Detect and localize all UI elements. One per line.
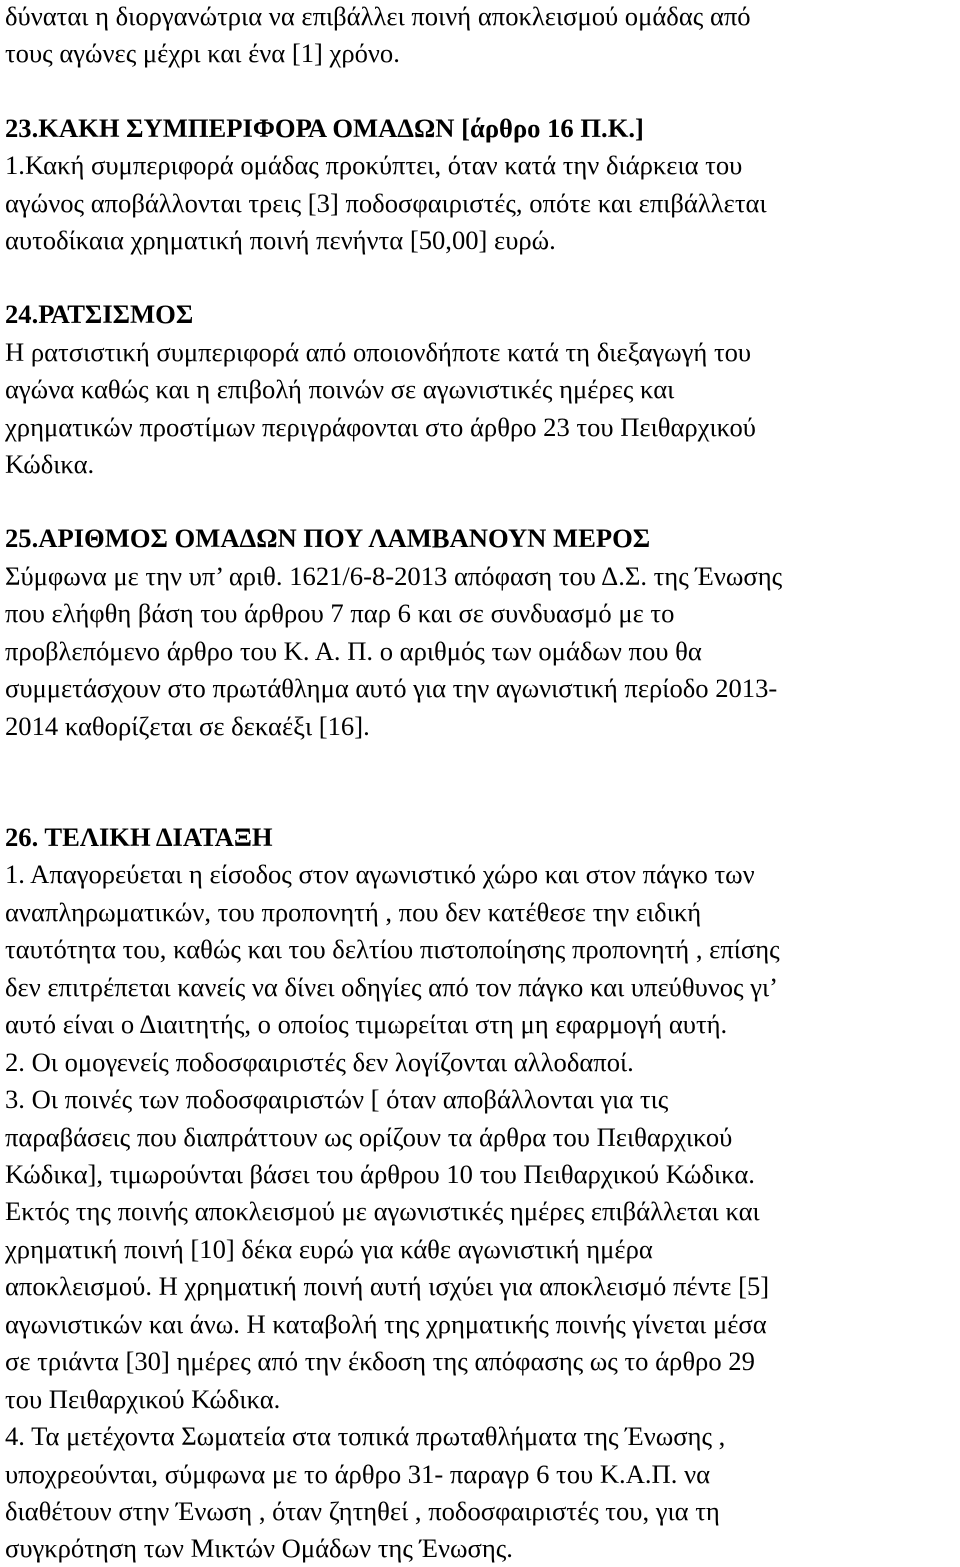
- text-line: 1. Απαγορεύεται η είσοδος στον αγωνιστικό χώρο και στον πάγκο των: [5, 859, 755, 889]
- text-line: που ελήφθη βάση του άρθρου 7 παρ 6 και σε συνδυασμό με το: [5, 598, 675, 628]
- text-line: χρηματικών προστίμων περιγράφονται στο άρθρο 23 του Πειθαρχικού: [5, 412, 756, 442]
- text-line: διαθέτουν στην Ένωση , όταν ζητηθεί , ποδοσφαιριστές του, για τη: [5, 1496, 720, 1526]
- text-line: υποχρεούνται, σύμφωνα με το άρθρο 31- παραγρ 6 του Κ.Α.Π. να: [5, 1459, 711, 1489]
- text-line: συγκρότηση των Μικτών Ομάδων της Ένωσης.: [5, 1533, 513, 1563]
- text-line: αυτοδίκαια χρηματική ποινή πενήντα [50,00] ευρώ.: [5, 225, 556, 255]
- text-line: δεν επιτρέπεται κανείς να δίνει οδηγίες από τον πάγκο και υπεύθυνος γι’: [5, 972, 778, 1002]
- section-heading-25: 25.ΑΡΙΘΜΟΣ ΟΜΑΔΩΝ ΠΟΥ ΛΑΜΒΑΝΟΥΝ ΜΕΡΟΣ: [5, 523, 651, 553]
- text-line: 3. Οι ποινές των ποδοσφαιριστών [ όταν αποβάλλονται για τις: [5, 1084, 669, 1114]
- section-heading-23: 23.ΚΑΚΗ ΣΥΜΠΕΡΙΦΟΡΑ ΟΜΑΔΩΝ [άρθρο 16 Π.Κ.]: [5, 113, 644, 143]
- text-line: δύναται η διοργανώτρια να επιβάλλει ποινή αποκλεισμού ομάδας από: [5, 1, 751, 31]
- text-line: τους αγώνες μέχρι και ένα [1] χρόνο.: [5, 38, 400, 68]
- text-line: συμμετάσχουν στο πρωτάθλημα αυτό για την αγωνιστική περίοδο 2013-: [5, 673, 778, 703]
- text-line: Κώδικα], τιμωρούνται βάσει του άρθρου 10 του Πειθαρχικού Κώδικα.: [5, 1159, 755, 1189]
- section-heading-24: 24.ΡΑΤΣΙΣΜΟΣ: [5, 299, 194, 329]
- text-line: προβλεπόμενο άρθρο του Κ. Α. Π. ο αριθμός των ομάδων που θα: [5, 636, 702, 666]
- section-heading-26: 26. ΤΕΛΙΚΗ ΔΙΑΤΑΞΗ: [5, 822, 273, 852]
- text-line: 4. Τα μετέχοντα Σωματεία στα τοπικά πρωταθλήματα της Ένωσης ,: [5, 1421, 726, 1451]
- text-line: αποκλεισμού. Η χρηματική ποινή αυτή ισχύει για αποκλεισμό πέντε [5]: [5, 1271, 770, 1301]
- text-line: αυτό είναι ο Διαιτητής, ο οποίος τιμωρείται στη μη εφαρμογή αυτή.: [5, 1009, 728, 1039]
- text-line: 1.Κακή συμπεριφορά ομάδας προκύπτει, όταν κατά την διάρκεια του: [5, 150, 743, 180]
- text-line: Σύμφωνα με την υπ’ αριθ. 1621/6-8-2013 απόφαση του Δ.Σ. της Ένωσης: [5, 561, 783, 591]
- text-line: αγώνα καθώς και η επιβολή ποινών σε αγωνιστικές ημέρες και: [5, 374, 675, 404]
- text-line: Εκτός της ποινής αποκλεισμού με αγωνιστικές ημέρες επιβάλλεται και: [5, 1196, 760, 1226]
- text-line: Η ρατσιστική συμπεριφορά από οποιονδήποτε κατά τη διεξαγωγή του: [5, 337, 752, 367]
- text-line: παραβάσεις που διαπράττουν ως ορίζουν τα άρθρα του Πειθαρχικού: [5, 1122, 733, 1152]
- text-line: χρηματική ποινή [10] δέκα ευρώ για κάθε αγωνιστική ημέρα: [5, 1234, 653, 1264]
- text-line: αγωνιστικών και άνω. Η καταβολή της χρηματικής ποινής γίνεται μέσα: [5, 1309, 767, 1339]
- text-line: αναπληρωματικών, του προπονητή , που δεν κατέθεσε την ειδική: [5, 897, 702, 927]
- text-line: 2014 καθορίζεται σε δεκαέξι [16].: [5, 711, 370, 741]
- text-line: 2. Οι ομογενείς ποδοσφαιριστές δεν λογίζονται αλλοδαποί.: [5, 1047, 634, 1077]
- text-line: αγώνος αποβάλλονται τρεις [3] ποδοσφαιριστές, οπότε και επιβάλλεται: [5, 188, 767, 218]
- text-line: Κώδικα.: [5, 449, 95, 479]
- text-line: σε τριάντα [30] ημέρες από την έκδοση της απόφασης ως το άρθρο 29: [5, 1346, 755, 1376]
- text-line: του Πειθαρχικού Κώδικα.: [5, 1384, 281, 1414]
- text-line: ταυτότητα του, καθώς και του δελτίου πιστοποίησης προπονητή , επίσης: [5, 934, 780, 964]
